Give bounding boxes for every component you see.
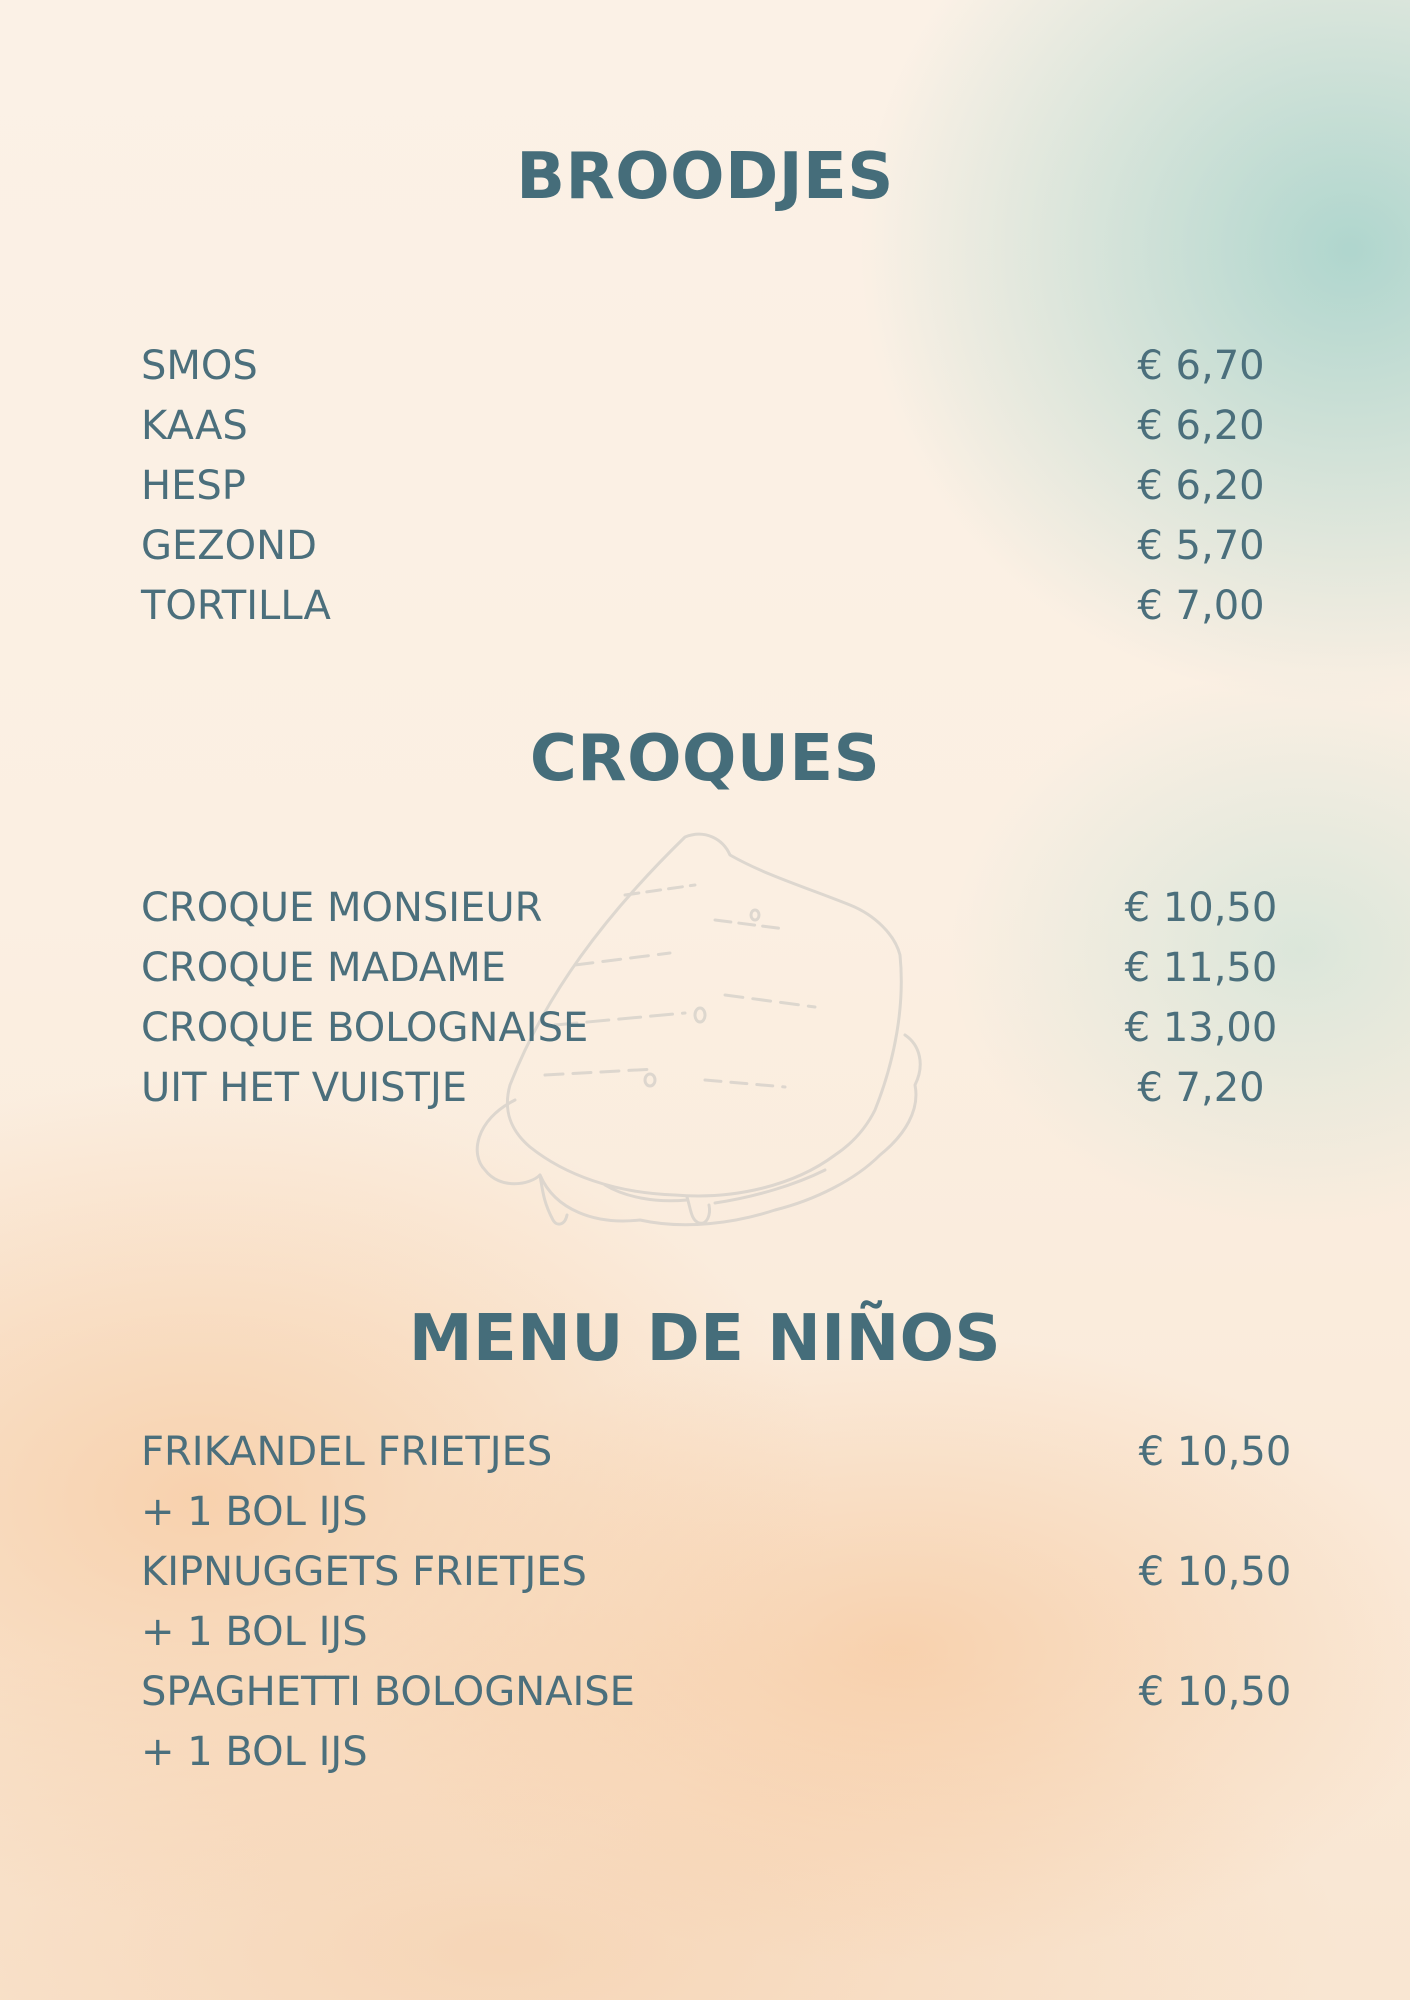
item-price: € 10,50 [1138, 1429, 1292, 1475]
menu-item [141, 456, 1281, 516]
item-price: € 10,50 [1138, 1669, 1292, 1715]
item-name: UIT HET VUISTJE [141, 1065, 468, 1111]
item-extra: + 1 BOL IJS [141, 1609, 368, 1655]
section-title-menu-de-ninos: MENU DE NIÑOS [408, 1302, 1002, 1376]
item-name: HESP [141, 463, 246, 509]
item-price: € 10,50 [1138, 1549, 1292, 1595]
menu-item [141, 1542, 1292, 1602]
item-price: € 7,20 [1137, 1065, 1265, 1111]
item-name: CROQUE BOLOGNAISE [141, 1005, 589, 1051]
item-name: TORTILLA [141, 583, 331, 629]
item-name: SMOS [141, 343, 258, 389]
item-name: GEZOND [141, 523, 317, 569]
item-price: € 13,00 [1124, 1005, 1278, 1051]
item-name: KIPNUGGETS FRIETJES [141, 1549, 587, 1595]
item-name: SPAGHETTI BOLOGNAISE [141, 1669, 635, 1715]
item-name: CROQUE MADAME [141, 945, 507, 991]
menu-item [141, 1422, 1292, 1482]
item-extra: + 1 BOL IJS [141, 1729, 368, 1775]
section-title-broodjes: BROODJES [516, 140, 894, 214]
item-name: FRIKANDEL FRIETJES [141, 1429, 553, 1475]
item-price: € 7,00 [1137, 583, 1265, 629]
menu-item [141, 878, 1281, 938]
menu-item [141, 998, 1281, 1058]
item-price: € 10,50 [1124, 885, 1278, 931]
menu-item [141, 1058, 1281, 1118]
menu-item [141, 516, 1281, 576]
item-name: KAAS [141, 403, 248, 449]
section-title-croques: CROQUES [529, 722, 881, 796]
item-price: € 6,20 [1137, 463, 1265, 509]
item-extra: + 1 BOL IJS [141, 1489, 368, 1535]
item-price: € 5,70 [1137, 523, 1265, 569]
item-price: € 6,20 [1137, 403, 1265, 449]
menu-item [141, 336, 1281, 396]
item-price: € 11,50 [1124, 945, 1278, 991]
menu-item [141, 938, 1281, 998]
menu-item [141, 1662, 1292, 1722]
menu-item [141, 396, 1281, 456]
item-price: € 6,70 [1137, 343, 1265, 389]
item-name: CROQUE MONSIEUR [141, 885, 543, 931]
menu-item [141, 576, 1281, 636]
